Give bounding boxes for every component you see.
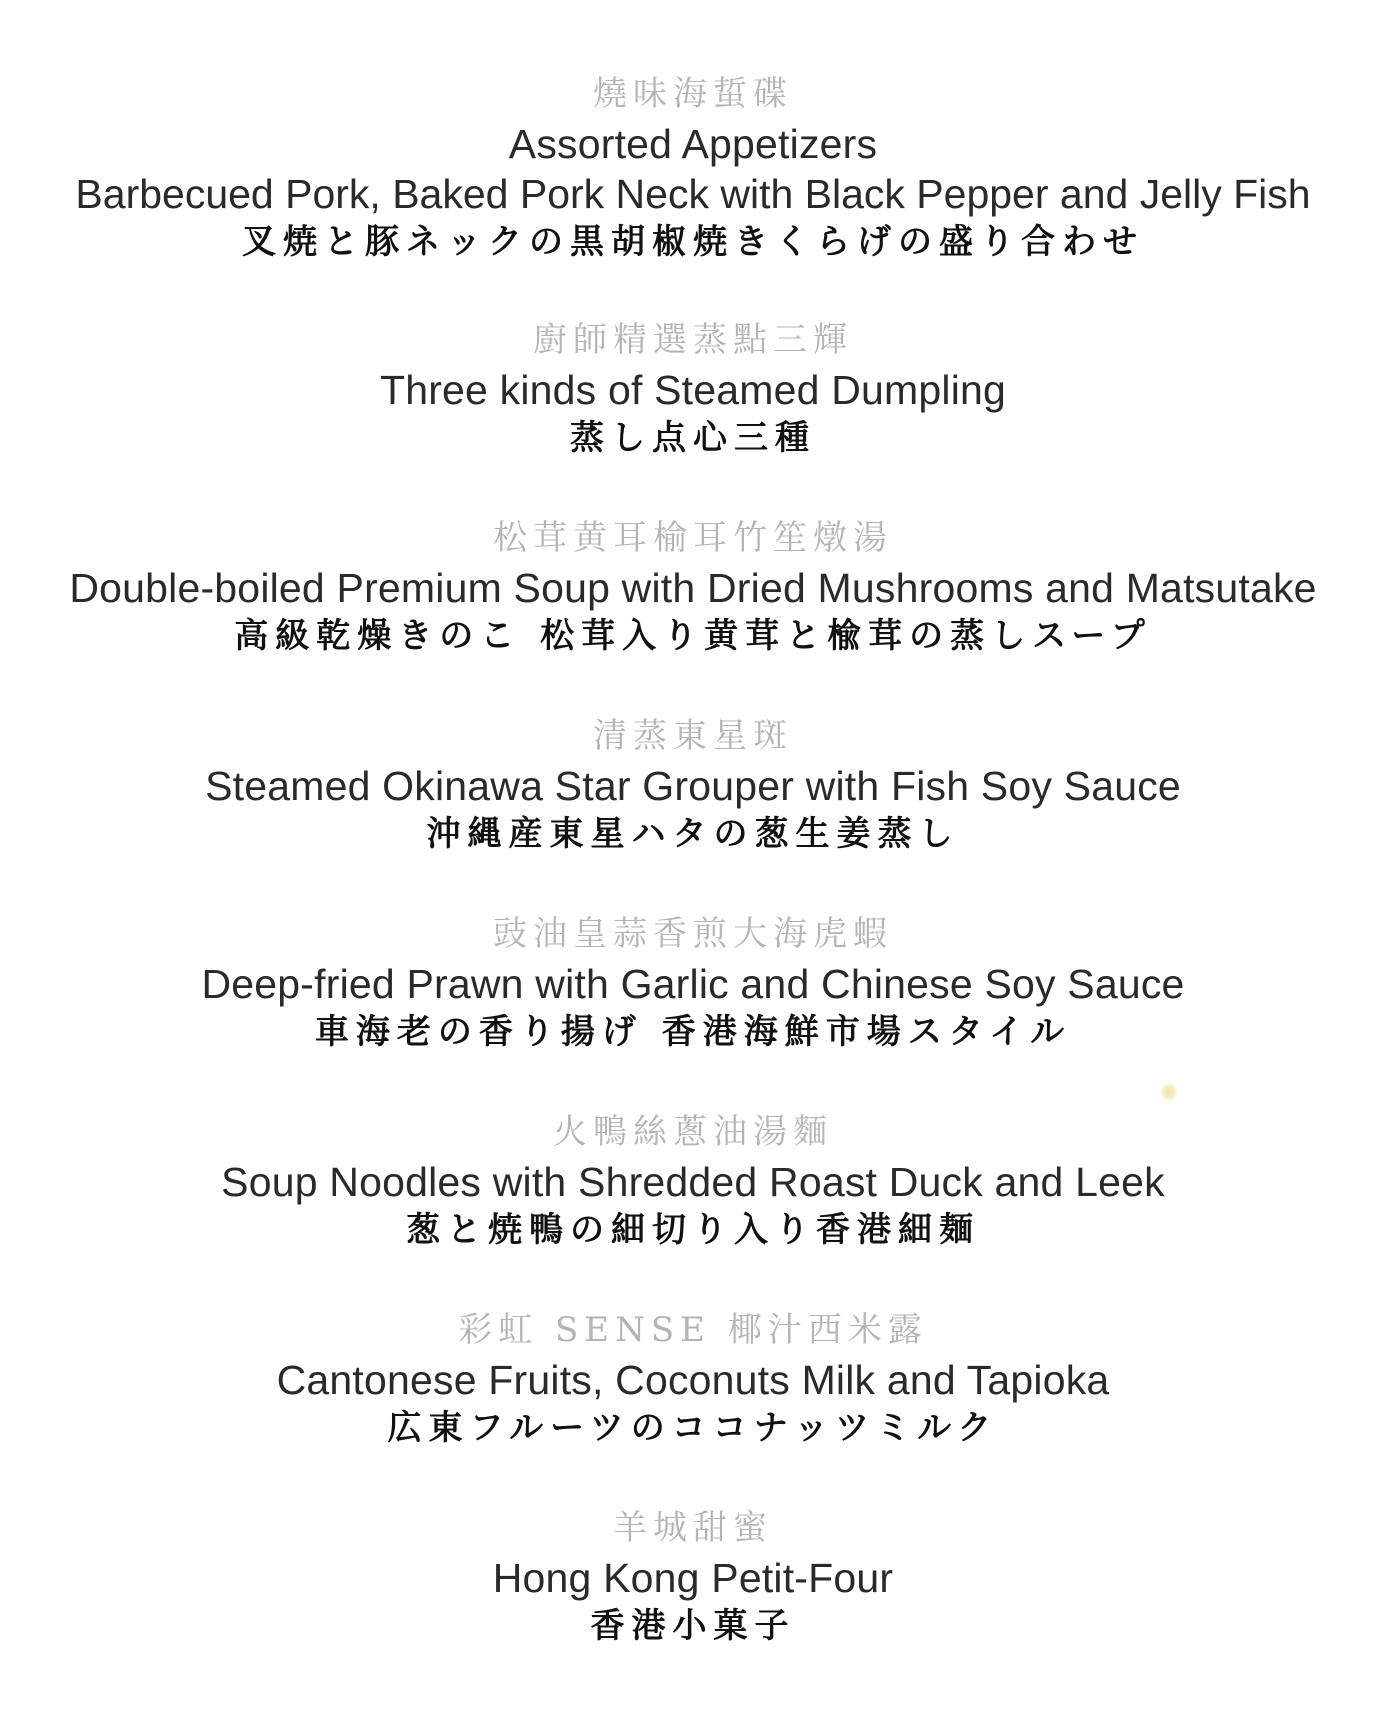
course-chinese-name: 火鴨絲蔥油湯麵 <box>553 1112 833 1152</box>
course-japanese-name: 葱と焼鴨の細切り入り香港細麺 <box>406 1210 980 1250</box>
course-chinese-name: 豉油皇蒜香煎大海虎蝦 <box>493 914 893 954</box>
course-dumplings <box>0 318 1386 464</box>
course-english-detail: Barbecued Pork, Baked Pork Neck with Black Pepper and Jelly Fish <box>75 171 1311 217</box>
course-english-name: Cantonese Fruits, Coconuts Milk and Tapioka <box>276 1357 1110 1403</box>
course-english-name: Soup Noodles with Shredded Roast Duck and Leek <box>221 1159 1165 1205</box>
course-grouper <box>0 714 1386 860</box>
course-english-name: Assorted Appetizers <box>508 121 878 167</box>
course-japanese-name: 香港小菓子 <box>590 1606 796 1646</box>
course-english-name: Deep-fried Prawn with Garlic and Chinese Soy Sauce <box>201 961 1185 1007</box>
course-chinese-name: 清蒸東星斑 <box>593 716 793 756</box>
course-english-name: Steamed Okinawa Star Grouper with Fish Soy Sauce <box>205 763 1181 809</box>
course-petit-four <box>0 1506 1386 1652</box>
course-japanese-name: 高級乾燥きのこ 松茸入り黄茸と楡茸の蒸しスープ <box>234 616 1152 656</box>
course-japanese-name: 蒸し点心三種 <box>570 418 816 458</box>
course-english-name: Double-boiled Premium Soup with Dried Mushrooms and Matsutake <box>69 565 1317 611</box>
course-chinese-name: 燒味海蜇碟 <box>593 74 793 114</box>
course-english-name: Hong Kong Petit-Four <box>492 1555 894 1601</box>
course-japanese-name: 広東フルーツのココナッツミルク <box>387 1408 999 1448</box>
course-japanese-name: 叉焼と豚ネックの黒胡椒焼きくらげの盛り合わせ <box>242 222 1144 262</box>
course-noodles <box>0 1110 1386 1256</box>
course-english-name: Three kinds of Steamed Dumpling <box>379 367 1007 413</box>
course-japanese-name: 沖縄産東星ハタの葱生姜蒸し <box>426 814 960 854</box>
paper-speck <box>1160 1083 1178 1101</box>
course-dessert <box>0 1308 1386 1454</box>
course-chinese-name: 彩虹 SENSE 椰汁西米露 <box>458 1310 928 1350</box>
course-chinese-name: 羊城甜蜜 <box>613 1508 773 1548</box>
course-prawn <box>0 912 1386 1058</box>
course-soup <box>0 516 1386 662</box>
course-japanese-name: 車海老の香り揚げ 香港海鮮市場スタイル <box>314 1012 1072 1052</box>
course-chinese-name: 松茸黄耳榆耳竹笙燉湯 <box>493 518 893 558</box>
course-appetizers <box>0 72 1386 268</box>
course-chinese-name: 廚師精選蒸點三輝 <box>533 320 853 360</box>
